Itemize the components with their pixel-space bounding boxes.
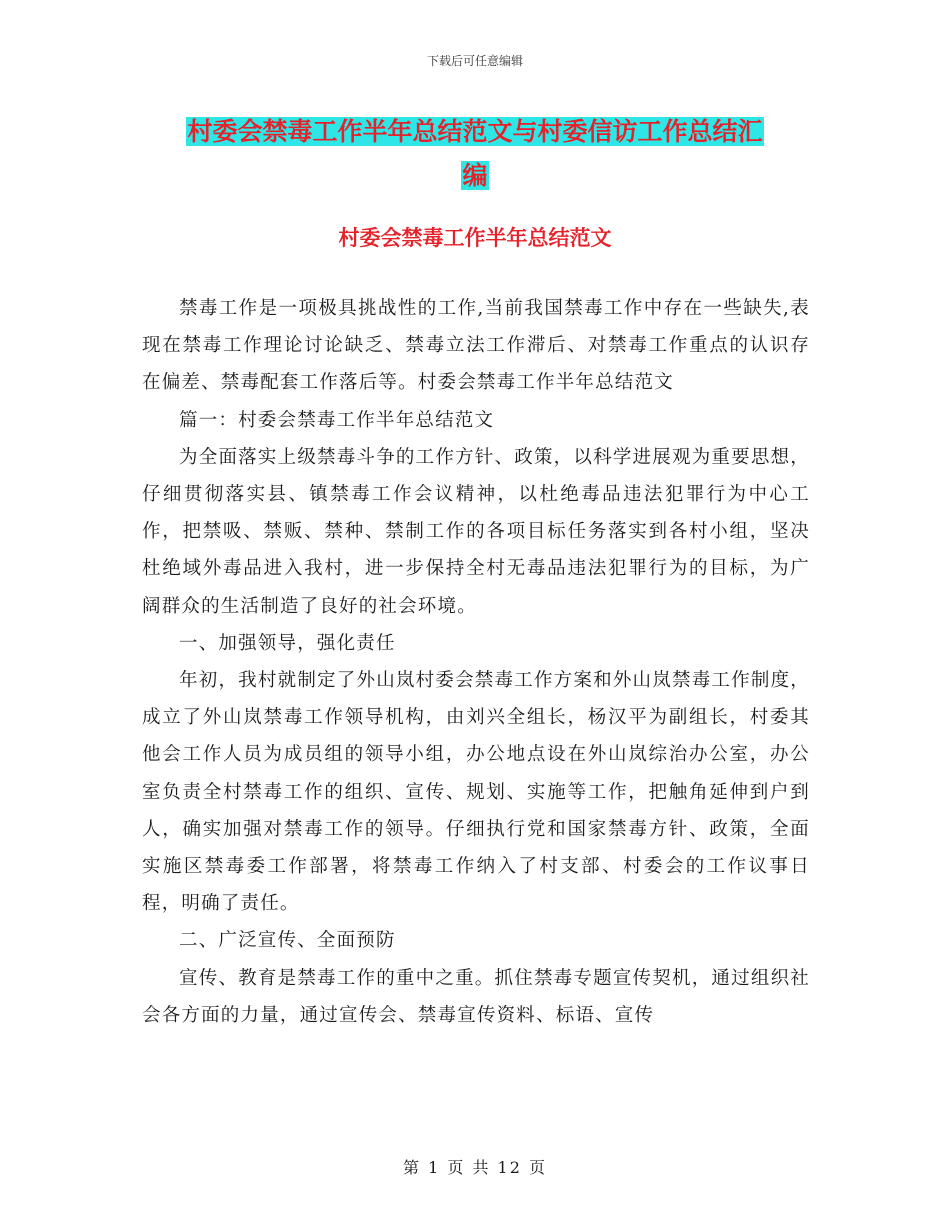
section-title: 村委会禁毒工作半年总结范文 [338,226,612,250]
document-title-line-1: 村委会禁毒工作半年总结范文与村委信访工作总结汇 [187,117,763,146]
header-note: 下载后可任意编辑 [426,54,523,68]
paragraph: 禁毒工作是一项极具挑战性的工作,当前我国禁毒工作中存在一些缺失,表现在禁毒工作理论讨论缺乏、禁毒立法工作滞后、对禁毒工作重点的认识存在偏差、禁毒配套工作落后等。村委会禁毒工作半年总结范文 [142,298,810,394]
body-text [142,290,810,1034]
document-title-line-2: 编 [462,161,488,190]
paragraph: 为全面落实上级禁毒斗争的工作方针、政策，以科学进展观为重要思想，仔细贯彻落实县、镇禁毒工作会议精神，以杜绝毒品违法犯罪行为中心工作，把禁吸、禁贩、禁种、禁制工作的各项目标任务落实到各村小组，坚决杜绝域外毒品进入我村，进一步保持全村无毒品违法犯罪行为的目标，为广阔群众的生活制造了良好的社会环境。 [142,446,810,617]
document-title [140,110,810,198]
paragraph: 二、广泛宣传、全面预防 [179,930,396,952]
paragraph: 一、加强领导，强化责任 [179,632,396,654]
page-footer: 第 1 页 共 12 页 [403,1158,547,1177]
paragraph: 篇一：村委会禁毒工作半年总结范文 [179,409,495,431]
paragraph: 年初，我村就制定了外山岚村委会禁毒工作方案和外山岚禁毒工作制度，成立了外山岚禁毒工作领导机构，由刘兴全组长，杨汉平为副组长，村委其他会工作人员为成员组的领导小组，办公地点设在外山岚综治办公室，办公室负责全村禁毒工作的组织、宣传、规划、实施等工作，把触角延伸到户到人，确实加强对禁毒工作的领导。仔细执行党和国家禁毒方针、政策，全面实施区禁毒委工作部署，将禁毒工作纳入了村支部、村委会的工作议事日程，明确了责任。 [142,670,810,915]
paragraph: 宣传、教育是禁毒工作的重中之重。抓住禁毒专题宣传契机，通过组织社会各方面的力量，通过宣传会、禁毒宣传资料、标语、宣传 [142,967,810,1026]
